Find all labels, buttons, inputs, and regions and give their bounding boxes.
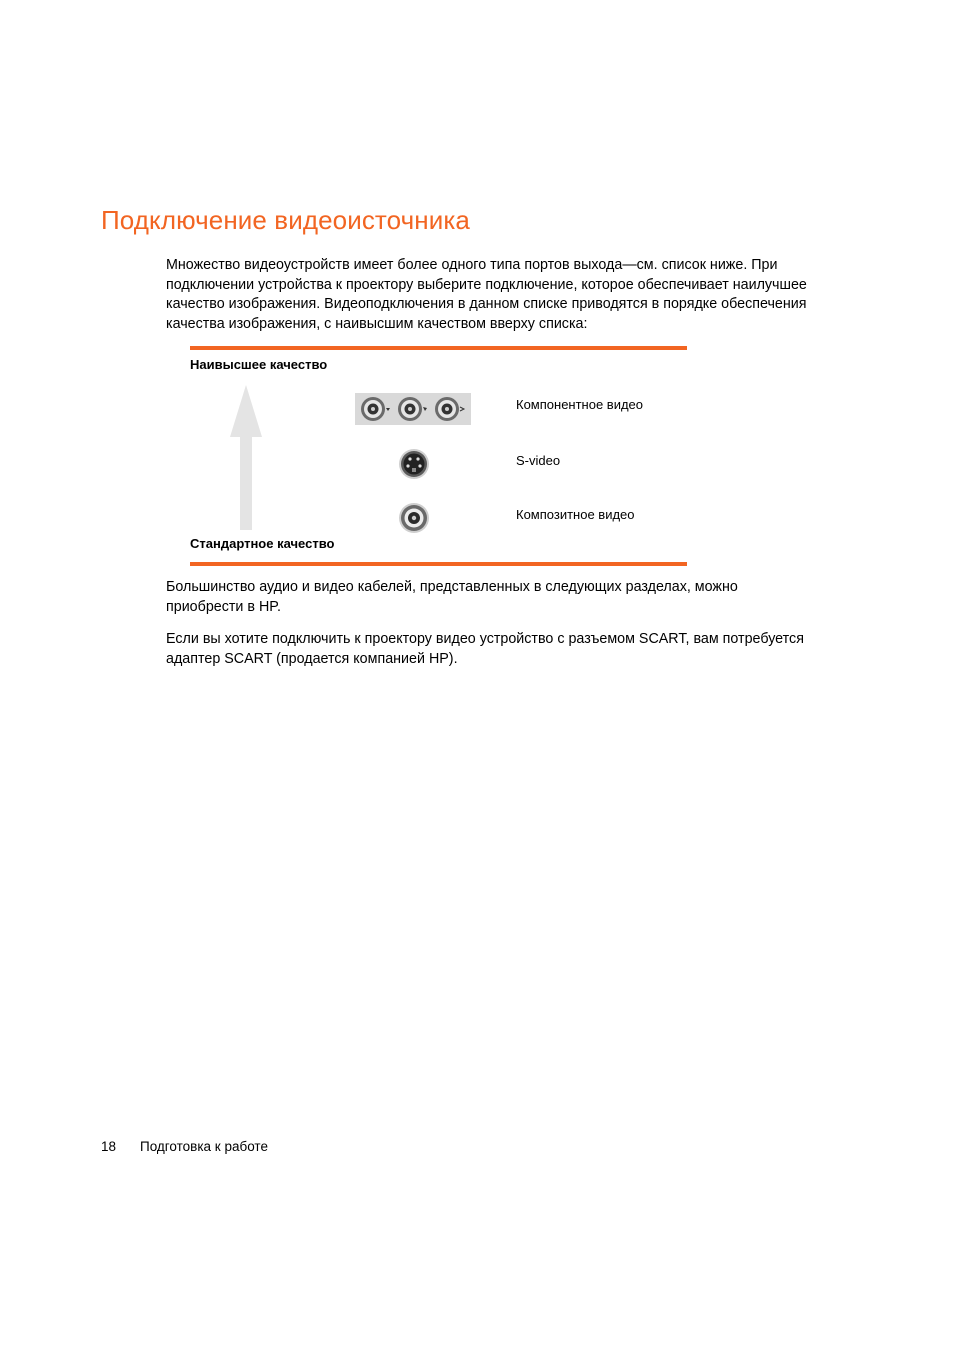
composite-video-jack-icon bbox=[398, 502, 430, 534]
page-number: 18 bbox=[101, 1139, 117, 1154]
component-video-label: Компонентное видео bbox=[516, 397, 644, 412]
component-video-jacks-icon bbox=[355, 393, 471, 425]
svideo-jack-icon bbox=[398, 448, 430, 480]
quality-top-divider bbox=[190, 346, 687, 350]
scart-paragraph: Если вы хотите подключить к проектору видео устройство с разъемом SCART, вам потребуется адаптер SCART (продается компанией HP). bbox=[166, 631, 804, 667]
intro-paragraph: Множество видеоустройств имеет более одного типа портов выхода—см. список ниже. При подключении устройства к проектору выберите подключение, которое обеспечивает наилучшее качество изображения. Видеоподключения в данном списке приводятся в порядке обеспечения качества изображения, с наивысшим качеством вверху списка: bbox=[166, 257, 807, 332]
cables-paragraph: Большинство аудио и видео кабелей, представленных в следующих разделах, можно приобрести в HP. bbox=[166, 579, 738, 615]
highest-quality-label: Наивысшее качество bbox=[190, 357, 328, 372]
quality-arrow-icon bbox=[229, 385, 263, 531]
footer-section-title: Подготовка к работе bbox=[140, 1139, 268, 1154]
standard-quality-label: Стандартное качество bbox=[190, 536, 335, 551]
composite-video-label: Композитное видео bbox=[516, 507, 635, 522]
quality-bottom-divider bbox=[190, 562, 687, 566]
svideo-label: S-video bbox=[516, 453, 561, 468]
page-title: Подключение видеоисточника bbox=[101, 205, 470, 235]
